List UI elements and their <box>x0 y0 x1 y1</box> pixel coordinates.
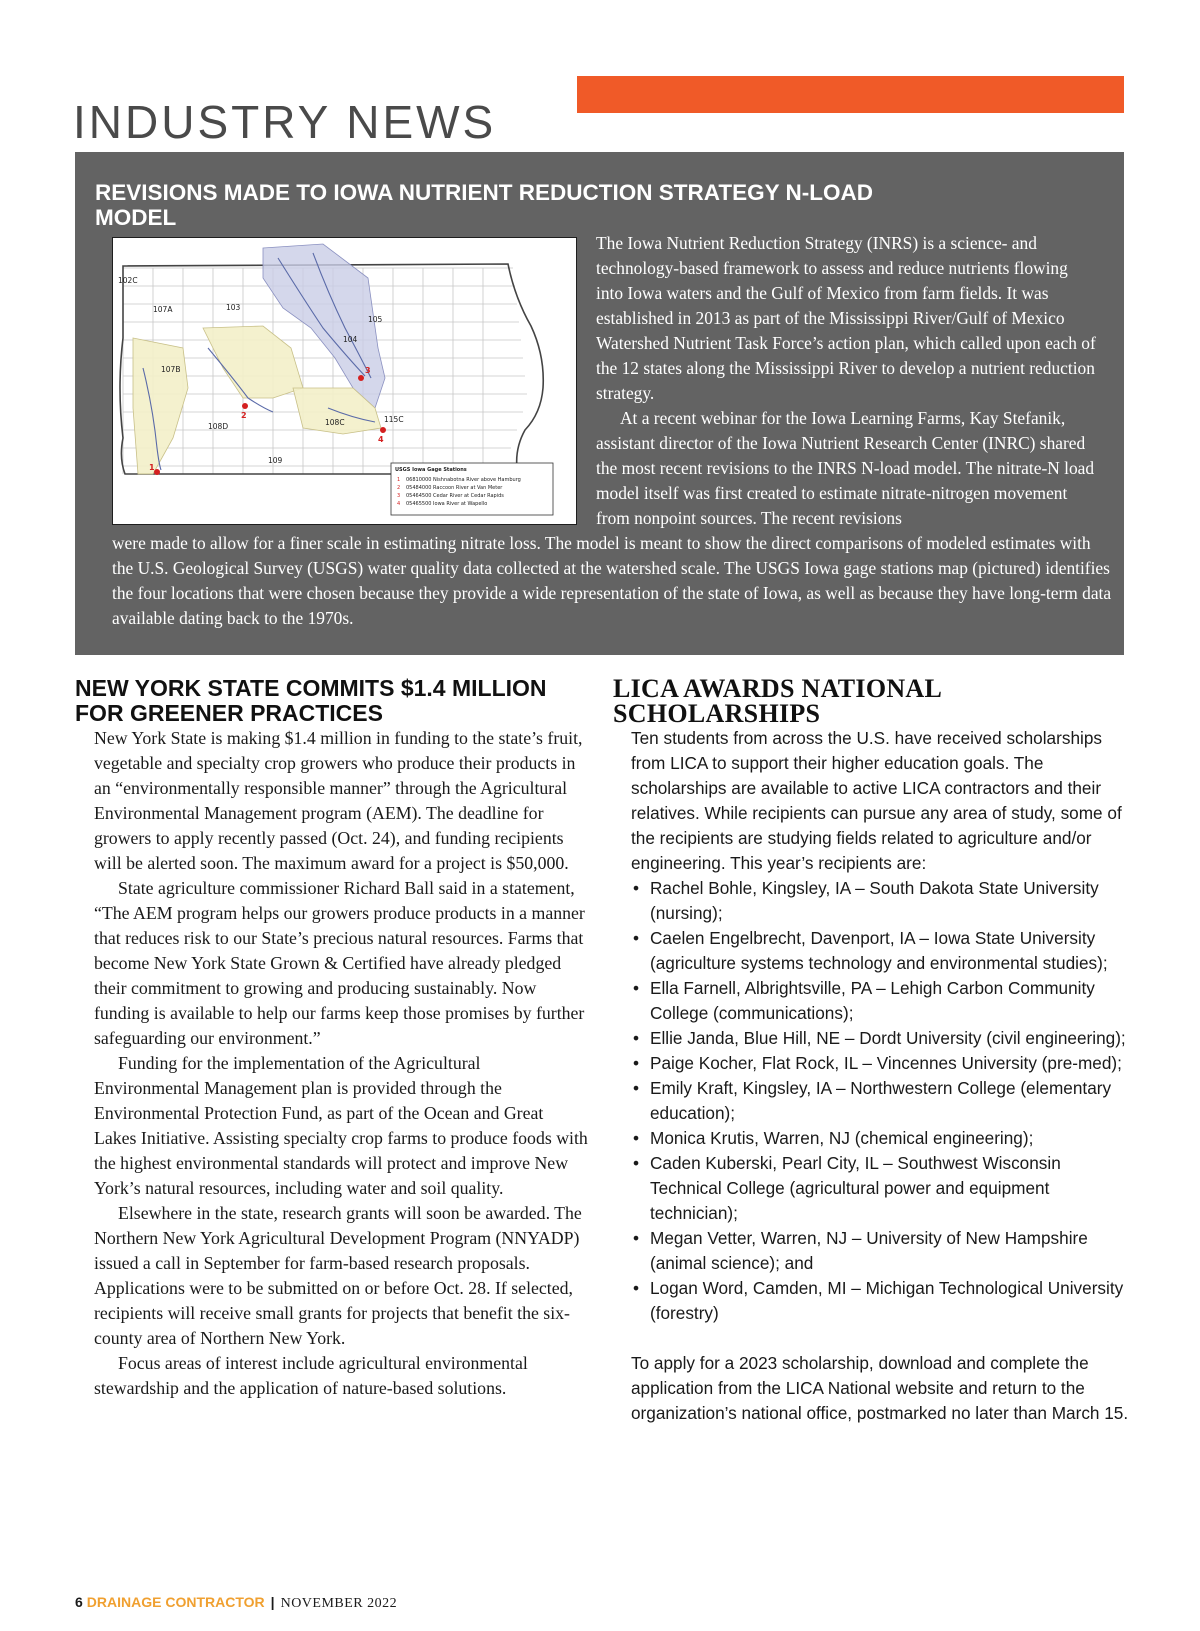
list-item: • Rachel Bohle, Kingsley, IA – South Dakota State University (nursing); <box>631 876 1133 926</box>
list-item: • Logan Word, Camden, MI – Michigan Technological University (forestry) <box>631 1276 1133 1326</box>
accent-bar <box>577 76 1124 113</box>
legend-title: USGS Iowa Gage Stations <box>395 467 467 473</box>
legend-station-2: 05484000 Raccoon River at Van Meter <box>406 485 503 491</box>
station-number-4: 4 <box>378 435 384 444</box>
ny-paragraph-2: State agriculture commissioner Richard Ball said in a statement, “The AEM program helps our growers produce products in a manner that reduces risk to our State’s precious natural resources. Farms that become New York State Grown & Certified have already pledged their commitment to growing and producing sustainably. Now funding is available to help our farms keep those promises by further safeguarding our environment.” <box>94 878 585 1048</box>
legend-station-4: 05465500 Iowa River at Wapello <box>406 501 488 507</box>
station-marker-4 <box>380 427 386 433</box>
legend-num-3: 3 <box>397 493 401 499</box>
lica-intro: Ten students from across the U.S. have received scholarships from LICA to support their higher education goals. The scholarships are available to active LICA contractors and their relatives. While recipients can pursue any area of study, some of the recipients are studying fields related to agriculture and/or engineering. This year’s recipients are: <box>631 728 1122 873</box>
feature-paragraph-2: At a recent webinar for the Iowa Learning Farms, Kay Stefanik, assistant director of the Iowa Nutrient Research Center (INRC) shared the most recent revisions to the INRS N-load model. The nitrate-N load model itself was first created to estimate nitrate-nitrogen movement from nonpoint sources. The recent revisions <box>596 408 1095 528</box>
station-number-1: 1 <box>149 463 155 472</box>
page-number: 6 <box>75 1594 83 1610</box>
legend-station-1: 06810000 Nishnabotna River above Hamburg <box>406 477 521 483</box>
feature-article <box>75 152 1124 655</box>
gage-stations-map <box>112 237 577 525</box>
feature-paragraph-1: The Iowa Nutrient Reduction Strategy (INRS) is a science- and technology-based framework to assess and reduce nutrients flowing into Iowa waters and the Gulf of Mexico from farm fields. It was established in 2013 as part of the Mississippi River/Gulf of Mexico Watershed Nutrient Task Force’s action plan, which called upon each of the 12 states along the Mississippi River to develop a nutrient reduction strategy. <box>596 233 1096 403</box>
raccoon-basin <box>203 326 303 398</box>
list-item: • Ella Farnell, Albrightsville, PA – Lehigh Carbon Community College (communications); <box>631 976 1133 1026</box>
recipient-list <box>631 876 1133 1326</box>
feature-paragraph-2-continued: were made to allow for a finer scale in estimating nitrate loss. The model is meant to show the direct comparisons of modeled estimates with the U.S. Geological Survey (USGS) water quality data collected at the watershed scale. The USGS Iowa gage stations map (pictured) identifies the four locations that were chosen because they provide a wide representation of the state of Iowa, as well as because they have long-term data available dating back to the 1970s. <box>112 533 1112 628</box>
issue-date: NOVEMBER 2022 <box>280 1596 398 1611</box>
legend-num-2: 2 <box>397 485 401 491</box>
station-number-2: 2 <box>241 411 247 420</box>
region-label-105: 105 <box>368 315 383 324</box>
station-number-3: 3 <box>365 366 371 375</box>
list-item: • Caden Kuberski, Pearl City, IL – Southwest Wisconsin Technical College (agricultural power and equipment technician); <box>631 1151 1133 1226</box>
region-label-115c: 115C <box>384 415 404 424</box>
station-marker-2 <box>242 403 248 409</box>
region-label-109: 109 <box>268 456 283 465</box>
legend-num-1: 1 <box>397 477 401 483</box>
iowa-map-graphic <box>113 238 576 524</box>
list-item: • Paige Kocher, Flat Rock, IL – Vincennes University (pre-med); <box>631 1051 1133 1076</box>
magazine-name: DRAINAGE CONTRACTOR <box>86 1594 265 1610</box>
ny-paragraph-4: Elsewhere in the state, research grants will soon be awarded. The Northern New York Agricultural Development Program (NNYADP) issued a call in September for farm-based research proposals. Applications were to be submitted on or before Oct. 28. If selected, recipients will receive small grants for projects that benefit the six-county area of Northern New York. <box>94 1203 582 1348</box>
region-label-107b: 107B <box>161 365 181 374</box>
station-marker-3 <box>358 375 364 381</box>
station-marker-1 <box>154 469 160 475</box>
ny-article <box>75 676 595 1401</box>
lica-article-body <box>631 726 1133 1426</box>
list-item: • Monica Krutis, Warren, NJ (chemical engineering); <box>631 1126 1133 1151</box>
lica-article-title: LICA AWARDS NATIONAL SCHOLARSHIPS <box>613 674 941 728</box>
list-item: • Caelen Engelbrecht, Davenport, IA – Iowa State University (agriculture systems technology and environmental studies); <box>631 926 1133 976</box>
region-label-108c: 108C <box>325 418 345 427</box>
lica-closing: To apply for a 2023 scholarship, download and complete the application from the LICA National website and return to the organization’s national office, postmarked no later than March 15. <box>631 1353 1129 1423</box>
footer-separator: | <box>270 1594 275 1610</box>
ny-article-title: NEW YORK STATE COMMITS $1.4 MILLION FOR GREENER PRACTICES <box>75 675 547 726</box>
list-item: • Megan Vetter, Warren, NJ – University of New Hampshire (animal science); and <box>631 1226 1133 1276</box>
feature-body-bottom <box>112 531 1112 631</box>
region-label-108d: 108D <box>208 422 229 431</box>
list-item: • Emily Kraft, Kingsley, IA – Northwestern College (elementary education); <box>631 1076 1133 1126</box>
legend-station-3: 05464500 Cedar River at Cedar Rapids <box>406 493 504 499</box>
ny-paragraph-3: Funding for the implementation of the Agricultural Environmental Management plan is provided through the Environmental Protection Fund, as part of the Ocean and Great Lakes Initiative. Assisting specialty crop farms to produce foods with the highest environmental standards will protect and improve New York’s natural resources, including water and soil quality. <box>94 1053 588 1198</box>
ny-paragraph-1: New York State is making $1.4 million in funding to the state’s fruit, vegetable and specialty crop growers who produce their products in an “environmentally responsible manner” through the Agricultural Environmental Management program (AEM). The deadline for growers to apply recently passed (Oct. 24), and funding recipients will be alerted soon. The maximum award for a project is $50,000. <box>94 728 583 873</box>
ny-article-body <box>94 726 589 1401</box>
region-label-107a: 107A <box>153 305 173 314</box>
region-label-104: 104 <box>343 335 358 344</box>
legend-num-4: 4 <box>397 501 401 507</box>
page-footer <box>75 1593 397 1613</box>
feature-title: REVISIONS MADE TO IOWA NUTRIENT REDUCTION STRATEGY N-LOAD MODEL <box>95 180 873 230</box>
lica-article <box>613 676 1133 1426</box>
section-title: INDUSTRY NEWS <box>73 95 497 148</box>
region-label-102c: 102C <box>118 276 138 285</box>
feature-body-side <box>596 231 1096 531</box>
region-label-103: 103 <box>226 303 241 312</box>
spacer <box>631 1326 1133 1351</box>
list-item: • Ellie Janda, Blue Hill, NE – Dordt University (civil engineering); <box>631 1026 1133 1051</box>
ny-paragraph-5: Focus areas of interest include agricultural environmental stewardship and the application of nature-based solutions. <box>94 1353 528 1398</box>
nishnabotna-basin <box>133 338 188 474</box>
